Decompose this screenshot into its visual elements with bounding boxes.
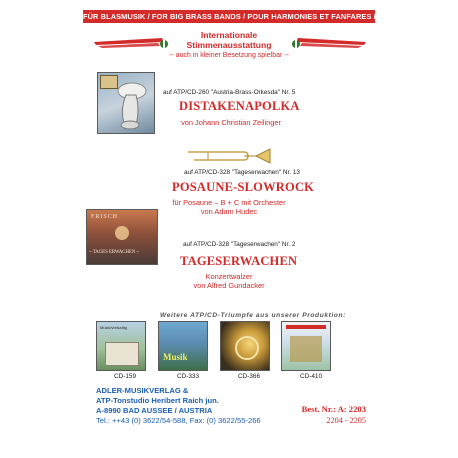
cd-label-2: CD-333 bbox=[177, 373, 200, 380]
header-subtitle: -- auch in kleiner Besetzung spielbar -- bbox=[169, 52, 289, 59]
building-icon bbox=[105, 342, 139, 366]
order-number-range: 2204 - 2205 bbox=[326, 416, 366, 425]
top-banner: FÜR BLASMUSIK / FOR BIG BRASS BANDS / POUR HARMONIES ET FANFARES / PER BANDA bbox=[83, 12, 423, 21]
header-title: Internationale Stimmenausstattung bbox=[186, 30, 272, 50]
cd-333-cover bbox=[158, 321, 208, 371]
piece-1-source: auf ATP/CD-260 "Austria-Brass-Orkesda" Nr. 5 bbox=[163, 89, 296, 96]
piece-2-source: auf ATP/CD-328 "Tageserwachen" Nr. 13 bbox=[184, 169, 300, 176]
tageserwachen-cover bbox=[86, 209, 158, 265]
piece-3-source: auf ATP/CD-328 "Tageserwachen" Nr. 2 bbox=[183, 241, 296, 248]
left-wing-logo-icon bbox=[92, 36, 168, 52]
right-wing-logo-icon bbox=[292, 36, 368, 52]
cd-label-3: CD-366 bbox=[238, 373, 261, 380]
piece-1-composer: von Johann Christian Zeilinger bbox=[181, 118, 281, 127]
cd-159-cover-text: Musik/vielsaitig bbox=[100, 325, 127, 330]
sun-icon bbox=[115, 226, 129, 240]
horn-icon bbox=[235, 336, 259, 360]
piece-3-title: TAGESERWACHEN bbox=[180, 254, 298, 268]
cd-366-cover bbox=[220, 321, 270, 371]
publisher-address: ADLER-MUSIKVERLAG & ATP-Tonstudio Heribert Raich jun. A-8990 BAD AUSSEE / AUSTRIA Tel.: ++43 (0) 3622/54-588, Fax: (0) 3622/55-266 bbox=[96, 386, 261, 425]
order-number: Best. Nr.: A: 2203 bbox=[301, 404, 366, 414]
cd-410-cover bbox=[281, 321, 331, 371]
cd-label-4: CD-410 bbox=[300, 373, 323, 380]
promo-text: Weitere ATP/CD-Triumpfe aus unserer Produktion: bbox=[160, 312, 346, 319]
cd-159-cover bbox=[96, 321, 146, 371]
tuba-photo bbox=[97, 72, 155, 134]
piece-1-title: DISTAKENAPOLKA bbox=[179, 99, 300, 113]
trombone-icon bbox=[184, 146, 274, 166]
instrument-icon bbox=[290, 336, 322, 362]
cd-label-1: CD-159 bbox=[114, 373, 137, 380]
cover-caption: ~ TAGES ERWACHEN ~ bbox=[89, 250, 140, 255]
piece-3-details: Konzertwalzer von Alfred Gundacker bbox=[193, 272, 265, 290]
piece-2-title: POSAUNE-SLOWROCK bbox=[172, 180, 315, 194]
tuba-icon bbox=[106, 79, 150, 131]
cover-small-text: FRISCH bbox=[91, 214, 119, 220]
cd-410-stripe bbox=[286, 325, 326, 329]
cd-333-cover-text: Musik bbox=[163, 352, 188, 362]
piece-2-details: für Posaune – B + C mit Orchester von Adam Hudec bbox=[172, 198, 286, 216]
